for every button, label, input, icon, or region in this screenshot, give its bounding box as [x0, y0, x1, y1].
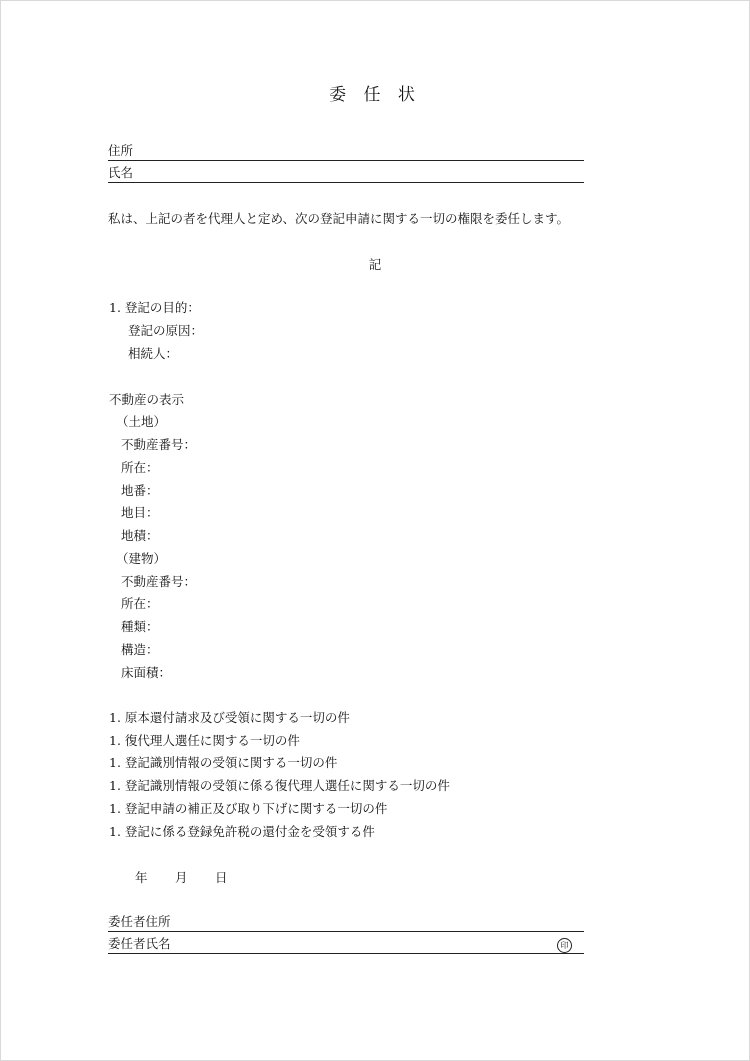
building-heading: （建物）: [116, 551, 167, 566]
building-number-label: 不動産番号：: [121, 574, 197, 589]
land-area-label: 地積：: [121, 528, 159, 543]
date-month-label: 月: [175, 870, 188, 885]
building-floor-area-label: 床面積：: [121, 665, 172, 680]
agent-address-line[interactable]: [108, 160, 584, 161]
heir-label: 相続人：: [128, 346, 179, 361]
matter-item: 1. 登記識別情報の受領に係る復代理人選任に関する一切の件: [109, 778, 450, 793]
cause-label: 登記の原因：: [128, 323, 204, 338]
building-type-label: 種類：: [121, 619, 159, 634]
ki-heading: 記: [368, 257, 382, 272]
land-number-label: 不動産番号：: [121, 437, 197, 452]
principal-address-label: 委任者住所: [108, 914, 171, 929]
agent-address-label: 住所: [108, 143, 134, 158]
matter-item: 1. 復代理人選任に関する一切の件: [109, 733, 300, 748]
document-title: 委 任 状: [329, 85, 421, 105]
building-structure-label: 構造：: [121, 642, 159, 657]
agent-name-line[interactable]: [108, 182, 584, 183]
matter-item: 1. 登記識別情報の受領に関する一切の件: [109, 755, 338, 770]
principal-name-label: 委任者氏名: [108, 936, 171, 951]
building-location-label: 所在：: [121, 596, 159, 611]
agent-name-label: 氏名: [108, 165, 134, 180]
property-heading: 不動産の表示: [109, 392, 185, 407]
land-category-label: 地目：: [121, 505, 159, 520]
principal-address-line[interactable]: [108, 931, 584, 932]
matter-item: 1. 登記申請の補正及び取り下げに関する一切の件: [109, 801, 388, 816]
seal-mark: 印: [557, 938, 572, 953]
matter-item: 1. 原本還付請求及び受領に関する一切の件: [109, 710, 350, 725]
land-lot-label: 地番：: [121, 483, 159, 498]
declaration-text: 私は、上記の者を代理人と定め、次の登記申請に関する一切の権限を委任します。: [108, 211, 570, 226]
purpose-item: 1. 登記の目的：: [109, 300, 200, 315]
date-day-label: 日: [215, 870, 228, 885]
matter-item: 1. 登記に係る登録免許税の還付金を受領する件: [109, 824, 375, 839]
date-year-label: 年: [135, 870, 148, 885]
land-location-label: 所在：: [121, 460, 159, 475]
principal-name-line[interactable]: [108, 953, 584, 954]
land-heading: （土地）: [116, 414, 167, 429]
